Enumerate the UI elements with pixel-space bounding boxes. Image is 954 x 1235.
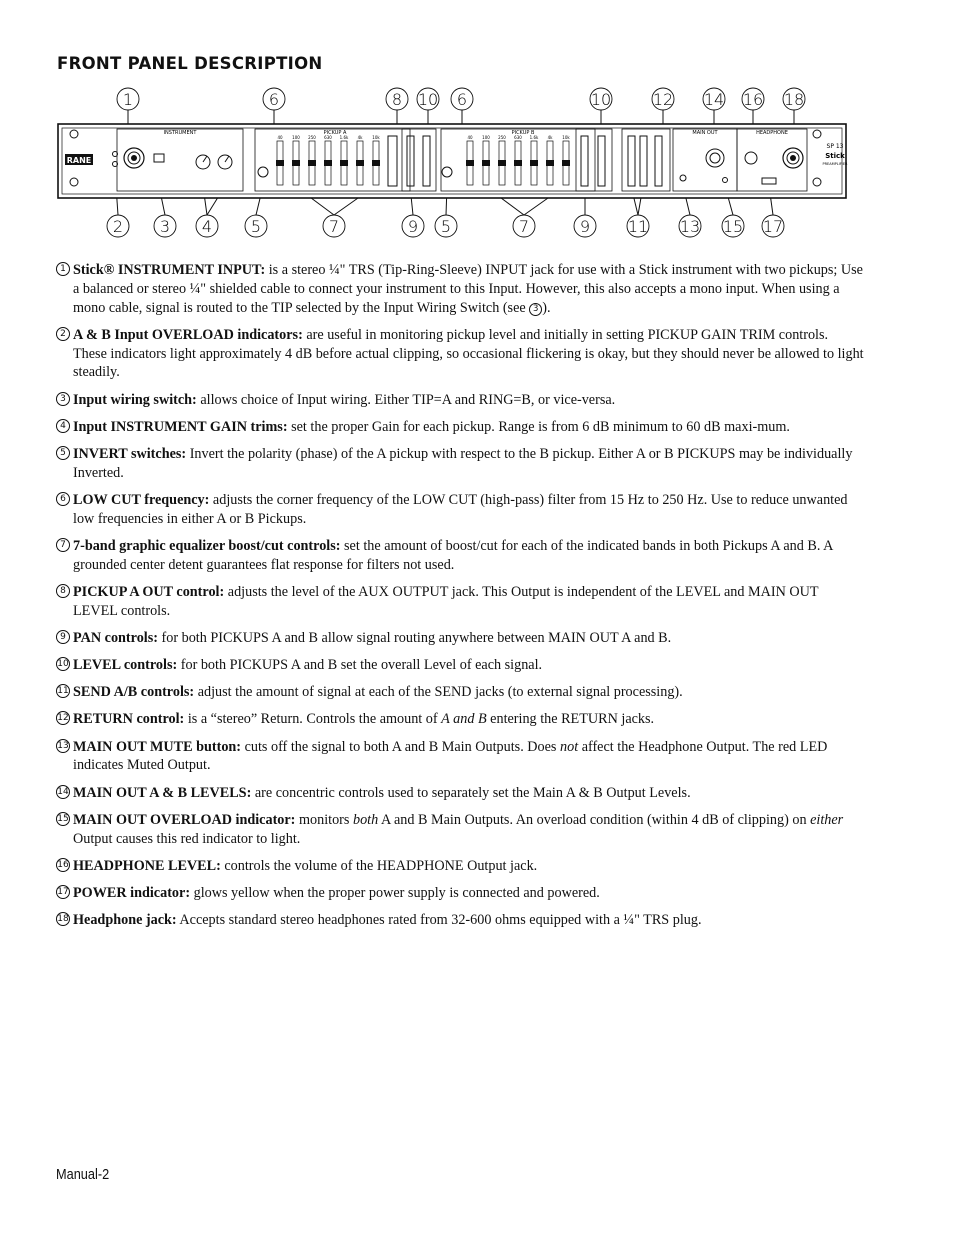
svg-text:RANE: RANE [66,156,92,165]
eq-band-label: 100 [292,135,300,140]
item-term: LEVEL controls: [73,657,178,674]
description-item: 15 MAIN OUT OVERLOAD indicator: monitors both A and B Main Outputs. An overload condition (within 4 dB of clipping) on either Output causes this red indicator to light. [57,811,844,847]
callout-label: 10 [417,90,439,109]
eq-band-label: 40 [277,135,283,140]
item-term: Input wiring switch: [73,391,197,408]
callout-label: 16 [742,90,764,109]
item-number: 15 [57,813,69,824]
item-number: 5 [56,446,70,460]
description-item: 12 RETURN control: is a “stereo” Return. Controls the amount of A and B entering the RETURN jacks. [57,711,655,728]
description-item: 17 POWER indicator: glows yellow when the proper power supply is connected and powered. [57,884,600,901]
eq-band-label: 250 [308,135,316,140]
callout-label: 10 [590,90,612,109]
eq-band-label: 630 [514,135,522,140]
callout-label: 7 [518,217,530,236]
callout-label: 13 [679,217,701,236]
svg-text:INSTRUMENT: INSTRUMENT [163,130,197,136]
page-footer: Manual-2 [56,1166,110,1183]
callout-label: 3 [159,217,171,236]
item-number: 17 [57,886,69,897]
description-item: 3 Input wiring switch: allows choice of Input wiring. Either TIP=A and RING=B, or vice-versa. [56,391,864,410]
eq-band-label: 4k [357,135,363,140]
svg-text:MAIN OUT: MAIN OUT [692,130,718,136]
callout-label: 7 [328,217,340,236]
description-item: 10 LEVEL controls: for both PICKUPS A and B set the overall Level of each signal. [57,657,543,674]
callout-label: 8 [391,90,403,109]
callout-label: 17 [762,217,784,236]
callout-label: 5 [250,217,262,236]
callout-label: 14 [703,90,725,109]
item-term: MAIN OUT OVERLOAD indicator: [73,811,296,828]
item-number: 18 [57,914,69,925]
description-item: 13 MAIN OUT MUTE button: cuts off the signal to both A and B Main Outputs. Does not affect the Headphone Output. The red LED indicates Muted Output. [57,738,828,774]
item-term: A & B Input OVERLOAD indicators: [73,326,303,343]
description-item: 6 LOW CUT frequency: adjusts the corner frequency of the LOW CUT (high-pass) filter from 15 Hz to 250 Hz. Use to reduce unwanted low frequencies in either A or B Pickups. [56,491,864,529]
callout-label: 12 [652,90,674,109]
page-heading: FRONT PANEL DESCRIPTION [57,54,323,73]
description-item: 14 MAIN OUT A & B LEVELS: are concentric controls used to separately set the Main A & B Output Levels. [57,784,691,801]
item-number: 7 [56,538,70,552]
callout-label: 4 [201,217,213,236]
callout-label: 2 [112,217,124,236]
item-number: 4 [56,419,70,433]
callouts-bottom [107,215,784,237]
item-term: MAIN OUT A & B LEVELS: [73,784,252,801]
item-number: 2 [56,327,70,341]
svg-text:PREAMPLIFIER: PREAMPLIFIER [822,162,848,166]
item-number: 13 [57,740,69,751]
callout-label: 5 [440,217,452,236]
description-item: 2 A & B Input OVERLOAD indicators: are useful in monitoring pickup level and initially in setting PICKUP GAIN TRIM controls. These indicators light approximately 4 dB before actual clipping, so occasional flickering is okay, but they should never be allowed to light steadily. [56,326,864,382]
eq-band-label: 250 [498,135,506,140]
item-term: MAIN OUT MUTE button: [73,738,242,755]
svg-text:SP 13: SP 13 [826,143,844,150]
description-item: 1 Stick® INSTRUMENT INPUT: is a stereo ¼" TRS (Tip-Ring-Sleeve) INPUT jack for use with a Stick instrument with two pickups; Use a balanced or stereo ¼" shielded cable to connect your instrument to this Input. However, this also accepts a mono input. When using a mono cable, signal is routed to the TIP selected by the Input Wiring Switch (see 3 ). [56,261,864,317]
item-number: 14 [57,786,69,797]
callout-label: 18 [783,90,805,109]
callout-label: 9 [579,217,591,236]
item-term: Headphone jack: [73,912,177,929]
item-term: Stick® INSTRUMENT INPUT: [73,262,266,278]
callout-label: 9 [407,217,419,236]
svg-text:PICKUP B: PICKUP B [511,130,535,136]
eq-band-label: 10k [562,135,570,140]
description-item: 11 SEND A/B controls: adjust the amount of signal at each of the SEND jacks (to external signal processing). [57,684,683,701]
front-panel-diagram [55,86,865,242]
description-item: 5 INVERT switches: Invert the polarity (phase) of the A pickup with respect to the B pickup. Either A or B PICKUPS may be individually Inverted. [56,445,864,483]
eq-band-label: 4k [547,135,553,140]
eq-band-label: 10k [372,135,380,140]
item-term: SEND A/B controls: [73,684,195,701]
callout-label: 6 [268,90,280,109]
description-item: 16 HEADPHONE LEVEL: controls the volume of the HEADPHONE Output jack. [57,857,538,874]
svg-text:PICKUP A: PICKUP A [323,130,347,136]
item-number: 8 [56,584,70,598]
callout-label: 15 [722,217,744,236]
item-number: 3 [56,392,70,406]
item-number: 6 [56,492,70,506]
item-term: PICKUP A OUT control: [73,583,225,600]
description-item: 8 PICKUP A OUT control: adjusts the level of the AUX OUTPUT jack. This Output is independent of the LEVEL and MAIN OUT LEVEL controls. [56,583,864,621]
description-list [56,261,864,938]
item-number: 16 [57,859,69,870]
eq-band-label: 630 [324,135,332,140]
svg-text:HEADPHONE: HEADPHONE [756,130,788,136]
item-term: POWER indicator: [73,884,191,901]
item-term: INVERT switches: [73,445,187,462]
callouts-top [117,88,805,110]
item-number: 11 [57,686,69,697]
description-item: 7 7-band graphic equalizer boost/cut controls: set the amount of boost/cut for each of the indicated bands in both Pickups A and B. A grounded center detent guarantees flat response for filters not used. [56,537,864,575]
item-number: 9 [56,630,70,644]
item-term: HEADPHONE LEVEL: [73,857,221,874]
item-term: Input INSTRUMENT GAIN trims: [73,418,288,435]
eq-band-label: 1.6k [339,135,349,140]
description-item: 9 PAN controls: for both PICKUPS A and B allow signal routing anywhere between MAIN OUT A and B. [56,629,864,648]
item-number: 10 [57,659,69,670]
callout-label: 11 [627,217,649,236]
item-term: 7-band graphic equalizer boost/cut controls: [73,537,341,554]
item-term: RETURN control: [73,711,185,728]
item-number: 12 [57,713,69,724]
item-term: LOW CUT frequency: [73,491,210,508]
eq-band-label: 40 [467,135,473,140]
eq-band-label: 100 [482,135,490,140]
description-item: 18 Headphone jack: Accepts standard stereo headphones rated from 32-600 ohms equipped with a ¼" TRS plug. [57,912,702,929]
item-term: PAN controls: [73,629,158,646]
callout-label: 1 [122,90,134,109]
svg-text:Stick: Stick [825,152,845,160]
eq-band-label: 1.6k [529,135,539,140]
item-number: 1 [56,262,70,276]
callout-label: 6 [456,90,468,109]
description-item: 4 Input INSTRUMENT GAIN trims: set the proper Gain for each pickup. Range is from 6 dB minimum to 60 dB maxi-mum. [56,418,864,437]
